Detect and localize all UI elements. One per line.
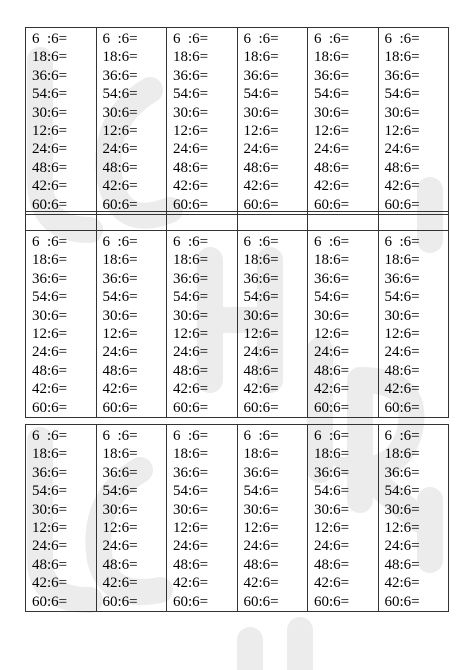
division-problem: 6 :6= bbox=[243, 428, 279, 444]
division-problem: 48:6= bbox=[314, 159, 350, 176]
division-problem: 24:6= bbox=[173, 344, 209, 361]
division-problem: 48:6= bbox=[243, 362, 279, 379]
division-problem: 54:6= bbox=[102, 483, 138, 500]
division-problem: 36:6= bbox=[314, 67, 350, 84]
division-problem: 36:6= bbox=[32, 67, 68, 84]
division-problem: 42:6= bbox=[314, 575, 350, 592]
division-problem: 12:6= bbox=[102, 520, 138, 537]
problem-column bbox=[237, 231, 308, 418]
division-problem: 36:6= bbox=[243, 67, 279, 84]
problem-column bbox=[237, 425, 308, 612]
division-problem: 12:6= bbox=[384, 123, 420, 140]
division-problem: 60:6= bbox=[384, 399, 420, 416]
division-problem: 12:6= bbox=[173, 123, 209, 140]
division-problem: 42:6= bbox=[314, 178, 350, 195]
division-problem: 60:6= bbox=[314, 196, 350, 213]
division-problem: 24:6= bbox=[32, 344, 68, 361]
division-problem: 60:6= bbox=[102, 399, 138, 416]
division-problem: 42:6= bbox=[173, 178, 209, 195]
division-problem: 36:6= bbox=[173, 67, 209, 84]
division-problem: 54:6= bbox=[32, 86, 68, 103]
problem-column bbox=[308, 231, 379, 418]
division-problem: 12:6= bbox=[243, 123, 279, 140]
division-problem: 48:6= bbox=[314, 362, 350, 379]
division-problem: 36:6= bbox=[102, 67, 138, 84]
division-problem: 6 :6= bbox=[102, 428, 138, 444]
problem-column bbox=[96, 28, 167, 215]
division-problem: 36:6= bbox=[314, 464, 350, 481]
division-problem: 6 :6= bbox=[32, 428, 68, 444]
division-problem: 54:6= bbox=[384, 289, 420, 306]
division-problem: 36:6= bbox=[173, 464, 209, 481]
division-problem: 30:6= bbox=[173, 307, 209, 324]
division-problem: 30:6= bbox=[102, 104, 138, 121]
division-problem: 24:6= bbox=[314, 538, 350, 555]
division-problem: 54:6= bbox=[384, 86, 420, 103]
division-problem: 42:6= bbox=[384, 575, 420, 592]
division-problem: 18:6= bbox=[173, 446, 209, 463]
problem-column bbox=[26, 425, 97, 612]
division-problem: 36:6= bbox=[243, 464, 279, 481]
division-problem: 18:6= bbox=[243, 446, 279, 463]
division-problem: 6 :6= bbox=[102, 234, 138, 250]
division-problem: 60:6= bbox=[243, 399, 279, 416]
division-problem: 48:6= bbox=[102, 362, 138, 379]
division-problem: 36:6= bbox=[32, 464, 68, 481]
division-problem: 42:6= bbox=[102, 178, 138, 195]
problem-column bbox=[96, 231, 167, 418]
separator-cell bbox=[96, 212, 167, 231]
division-problem: 24:6= bbox=[384, 344, 420, 361]
division-problem: 54:6= bbox=[173, 483, 209, 500]
division-problem: 48:6= bbox=[243, 159, 279, 176]
division-problem: 6 :6= bbox=[173, 234, 209, 250]
division-problem: 36:6= bbox=[384, 464, 420, 481]
separator-cell bbox=[26, 212, 97, 231]
division-problem: 18:6= bbox=[243, 252, 279, 269]
division-problem: 30:6= bbox=[173, 501, 209, 518]
division-problem: 42:6= bbox=[243, 178, 279, 195]
problem-column bbox=[378, 231, 449, 418]
division-problem: 36:6= bbox=[243, 270, 279, 287]
division-problem: 60:6= bbox=[102, 196, 138, 213]
division-problem: 48:6= bbox=[32, 556, 68, 573]
division-problem: 18:6= bbox=[314, 446, 350, 463]
division-problem: 24:6= bbox=[102, 344, 138, 361]
division-problem: 36:6= bbox=[173, 270, 209, 287]
problem-column bbox=[237, 28, 308, 215]
problem-column bbox=[26, 231, 97, 418]
division-problem: 54:6= bbox=[102, 289, 138, 306]
division-problem: 42:6= bbox=[314, 381, 350, 398]
division-problem: 60:6= bbox=[243, 593, 279, 610]
division-problem: 48:6= bbox=[243, 556, 279, 573]
division-problem: 24:6= bbox=[384, 141, 420, 158]
division-problem: 24:6= bbox=[102, 538, 138, 555]
problem-column bbox=[308, 28, 379, 215]
problem-block-1 bbox=[25, 27, 449, 215]
division-problem: 42:6= bbox=[102, 381, 138, 398]
division-problem: 36:6= bbox=[384, 270, 420, 287]
division-problem: 42:6= bbox=[384, 381, 420, 398]
division-problem: 60:6= bbox=[314, 593, 350, 610]
division-problem: 36:6= bbox=[314, 270, 350, 287]
division-problem: 6 :6= bbox=[173, 428, 209, 444]
division-problem: 24:6= bbox=[243, 141, 279, 158]
division-problem: 6 :6= bbox=[384, 234, 420, 250]
division-problem: 48:6= bbox=[173, 362, 209, 379]
division-problem: 60:6= bbox=[102, 593, 138, 610]
division-problem: 60:6= bbox=[243, 196, 279, 213]
division-problem: 6 :6= bbox=[384, 428, 420, 444]
problem-block-3 bbox=[25, 424, 449, 612]
division-problem: 18:6= bbox=[102, 446, 138, 463]
division-problem: 54:6= bbox=[314, 483, 350, 500]
problem-row bbox=[26, 425, 449, 612]
division-problem: 24:6= bbox=[384, 538, 420, 555]
division-problem: 60:6= bbox=[32, 593, 68, 610]
division-problem: 30:6= bbox=[243, 104, 279, 121]
division-problem: 6 :6= bbox=[32, 31, 68, 47]
division-problem: 42:6= bbox=[243, 381, 279, 398]
problem-row bbox=[26, 231, 449, 418]
division-problem: 48:6= bbox=[32, 159, 68, 176]
division-problem: 12:6= bbox=[32, 520, 68, 537]
division-problem: 36:6= bbox=[384, 67, 420, 84]
problem-column bbox=[167, 425, 238, 612]
division-problem: 30:6= bbox=[243, 501, 279, 518]
division-problem: 24:6= bbox=[32, 538, 68, 555]
division-problem: 6 :6= bbox=[314, 31, 350, 47]
division-problem: 60:6= bbox=[314, 399, 350, 416]
division-problem: 60:6= bbox=[173, 399, 209, 416]
division-problem: 6 :6= bbox=[314, 428, 350, 444]
division-problem: 6 :6= bbox=[243, 31, 279, 47]
division-problem: 48:6= bbox=[32, 362, 68, 379]
division-problem: 42:6= bbox=[173, 381, 209, 398]
division-problem: 24:6= bbox=[314, 141, 350, 158]
division-problem: 60:6= bbox=[384, 196, 420, 213]
separator-row bbox=[25, 211, 449, 231]
problem-column bbox=[378, 28, 449, 215]
division-problem: 30:6= bbox=[384, 307, 420, 324]
division-problem: 18:6= bbox=[384, 49, 420, 66]
division-problem: 18:6= bbox=[243, 49, 279, 66]
division-problem: 30:6= bbox=[314, 104, 350, 121]
division-problem: 48:6= bbox=[102, 159, 138, 176]
division-problem: 18:6= bbox=[384, 446, 420, 463]
division-problem: 12:6= bbox=[102, 326, 138, 343]
division-problem: 12:6= bbox=[32, 123, 68, 140]
division-problem: 12:6= bbox=[243, 520, 279, 537]
division-problem: 54:6= bbox=[173, 86, 209, 103]
division-problem: 12:6= bbox=[384, 326, 420, 343]
division-problem: 54:6= bbox=[32, 289, 68, 306]
division-problem: 42:6= bbox=[243, 575, 279, 592]
division-problem: 48:6= bbox=[173, 159, 209, 176]
division-problem: 60:6= bbox=[173, 593, 209, 610]
division-problem: 18:6= bbox=[314, 252, 350, 269]
division-problem: 54:6= bbox=[243, 483, 279, 500]
division-problem: 60:6= bbox=[32, 399, 68, 416]
division-problem: 6 :6= bbox=[102, 31, 138, 47]
division-problem: 54:6= bbox=[243, 289, 279, 306]
division-problem: 18:6= bbox=[32, 49, 68, 66]
division-problem: 18:6= bbox=[102, 49, 138, 66]
division-problem: 42:6= bbox=[32, 575, 68, 592]
division-problem: 36:6= bbox=[102, 464, 138, 481]
division-problem: 12:6= bbox=[314, 123, 350, 140]
division-problem: 18:6= bbox=[173, 49, 209, 66]
division-problem: 42:6= bbox=[32, 178, 68, 195]
division-problem: 36:6= bbox=[102, 270, 138, 287]
division-problem: 6 :6= bbox=[32, 234, 68, 250]
division-problem: 30:6= bbox=[314, 307, 350, 324]
problem-column bbox=[167, 231, 238, 418]
division-problem: 12:6= bbox=[314, 326, 350, 343]
division-problem: 18:6= bbox=[32, 446, 68, 463]
division-problem: 54:6= bbox=[102, 86, 138, 103]
division-problem: 48:6= bbox=[384, 362, 420, 379]
division-problem: 12:6= bbox=[173, 520, 209, 537]
division-problem: 18:6= bbox=[384, 252, 420, 269]
division-problem: 24:6= bbox=[314, 344, 350, 361]
division-problem: 6 :6= bbox=[314, 234, 350, 250]
division-problem: 48:6= bbox=[384, 556, 420, 573]
division-problem: 48:6= bbox=[384, 159, 420, 176]
problem-row bbox=[26, 28, 449, 215]
division-problem: 30:6= bbox=[32, 307, 68, 324]
division-problem: 24:6= bbox=[32, 141, 68, 158]
division-problem: 48:6= bbox=[102, 556, 138, 573]
division-problem: 30:6= bbox=[173, 104, 209, 121]
division-problem: 42:6= bbox=[173, 575, 209, 592]
division-problem: 54:6= bbox=[314, 289, 350, 306]
division-problem: 30:6= bbox=[384, 501, 420, 518]
division-problem: 54:6= bbox=[314, 86, 350, 103]
separator-cell bbox=[167, 212, 238, 231]
division-problem: 12:6= bbox=[173, 326, 209, 343]
problem-column bbox=[308, 425, 379, 612]
division-problem: 30:6= bbox=[32, 104, 68, 121]
problem-column bbox=[378, 425, 449, 612]
division-problem: 18:6= bbox=[173, 252, 209, 269]
problem-column bbox=[26, 28, 97, 215]
division-problem: 24:6= bbox=[102, 141, 138, 158]
division-problem: 12:6= bbox=[102, 123, 138, 140]
separator-cell bbox=[308, 212, 379, 231]
division-problem: 18:6= bbox=[314, 49, 350, 66]
division-problem: 42:6= bbox=[384, 178, 420, 195]
division-problem: 54:6= bbox=[173, 289, 209, 306]
division-problem: 18:6= bbox=[102, 252, 138, 269]
division-problem: 36:6= bbox=[32, 270, 68, 287]
division-problem: 48:6= bbox=[314, 556, 350, 573]
division-problem: 24:6= bbox=[173, 141, 209, 158]
problem-column bbox=[96, 425, 167, 612]
problem-column bbox=[167, 28, 238, 215]
separator-cell bbox=[237, 212, 308, 231]
division-problem: 12:6= bbox=[314, 520, 350, 537]
division-problem: 6 :6= bbox=[173, 31, 209, 47]
division-problem: 42:6= bbox=[32, 381, 68, 398]
division-problem: 60:6= bbox=[384, 593, 420, 610]
separator-cell bbox=[378, 212, 449, 231]
division-problem: 30:6= bbox=[314, 501, 350, 518]
division-problem: 30:6= bbox=[102, 501, 138, 518]
division-problem: 6 :6= bbox=[384, 31, 420, 47]
division-problem: 42:6= bbox=[102, 575, 138, 592]
division-problem: 24:6= bbox=[243, 344, 279, 361]
division-problem: 12:6= bbox=[384, 520, 420, 537]
division-problem: 24:6= bbox=[243, 538, 279, 555]
division-problem: 60:6= bbox=[173, 196, 209, 213]
division-problem: 6 :6= bbox=[243, 234, 279, 250]
division-problem: 30:6= bbox=[384, 104, 420, 121]
division-problem: 60:6= bbox=[32, 196, 68, 213]
division-problem: 30:6= bbox=[102, 307, 138, 324]
division-problem: 54:6= bbox=[243, 86, 279, 103]
division-problem: 18:6= bbox=[32, 252, 68, 269]
division-problem: 54:6= bbox=[32, 483, 68, 500]
division-problem: 30:6= bbox=[243, 307, 279, 324]
division-problem: 48:6= bbox=[173, 556, 209, 573]
division-problem: 54:6= bbox=[384, 483, 420, 500]
division-problem: 12:6= bbox=[32, 326, 68, 343]
problem-block-2 bbox=[25, 230, 449, 418]
division-problem: 12:6= bbox=[243, 326, 279, 343]
division-problem: 24:6= bbox=[173, 538, 209, 555]
division-problem: 30:6= bbox=[32, 501, 68, 518]
